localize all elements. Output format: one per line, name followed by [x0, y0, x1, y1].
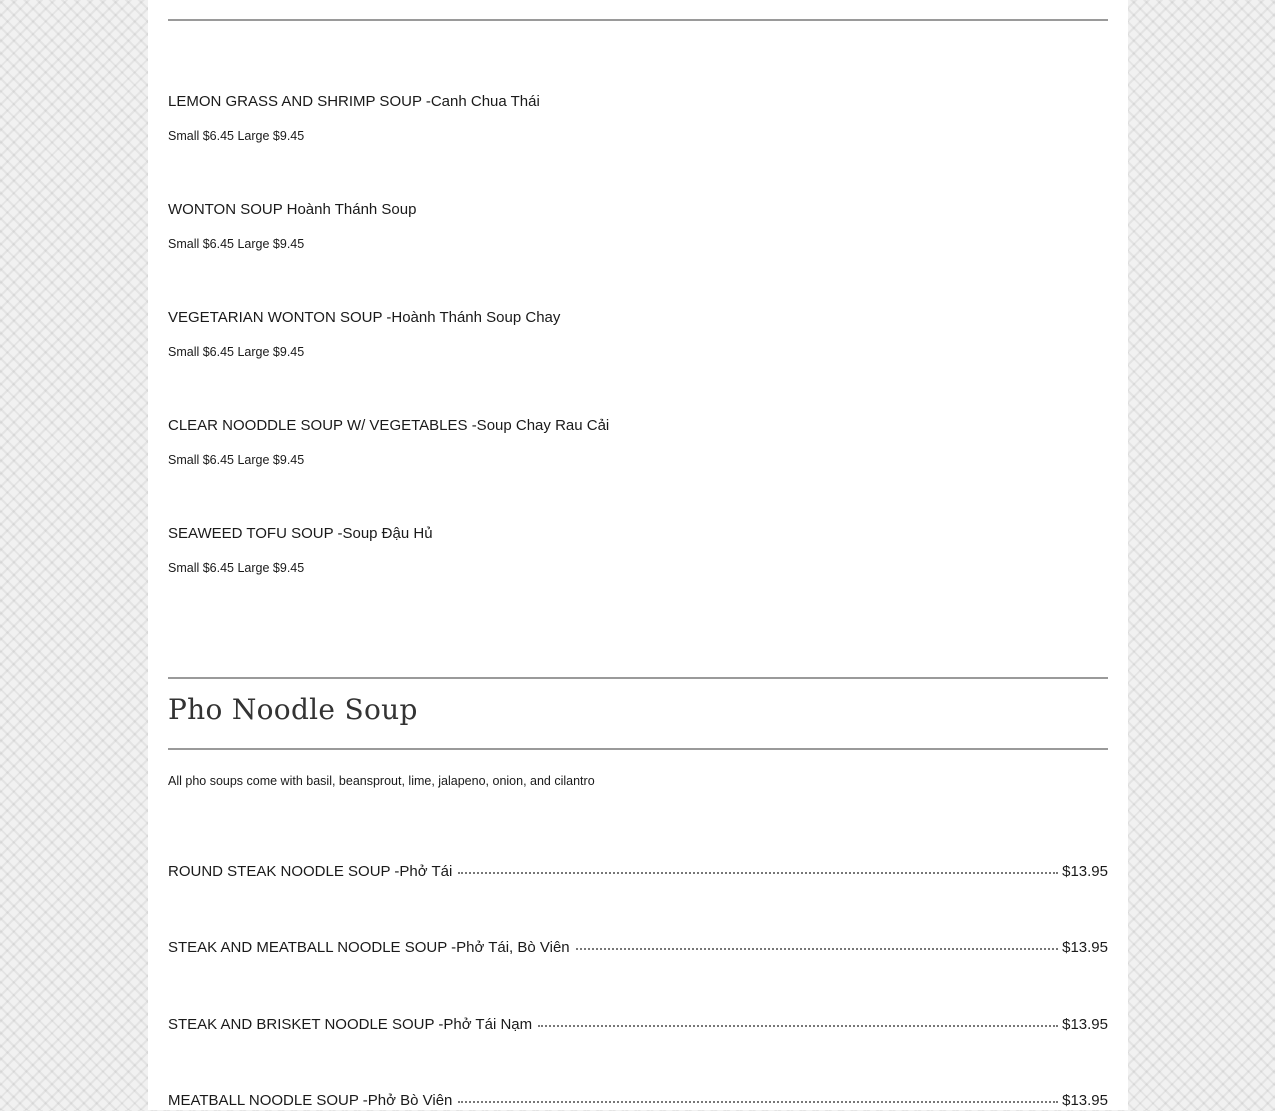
section-description: All pho soups come with basil, beansprout, lime, jalapeno, onion, and cilantro: [168, 774, 595, 788]
menu-item-prices: Small $6.45 Large $9.45: [168, 453, 305, 467]
menu-item-name: ROUND STEAK NOODLE SOUP -Phở Tái: [168, 863, 453, 880]
menu-item-name: CLEAR NOODDLE SOUP W/ VEGETABLES -Soup Chay Rau Cải: [168, 417, 610, 434]
menu-item-prices: Small $6.45 Large $9.45: [168, 561, 305, 575]
section-title: Pho Noodle Soup: [168, 693, 418, 726]
menu-item-price: $13.95: [1062, 939, 1108, 956]
menu-item-name: MEATBALL NOODLE SOUP -Phở Bò Viên: [168, 1092, 453, 1109]
menu-item-row: [168, 1015, 1108, 1035]
menu-item-name: STEAK AND MEATBALL NOODLE SOUP -Phở Tái, Bò Viên: [168, 939, 570, 956]
menu-item-price: $13.95: [1062, 1016, 1108, 1033]
menu-item-prices: Small $6.45 Large $9.45: [168, 237, 305, 251]
menu-item-row: [168, 862, 1108, 882]
dotted-leader: [576, 948, 1058, 950]
dotted-leader: [458, 872, 1058, 874]
menu-item-name: STEAK AND BRISKET NOODLE SOUP -Phở Tái Nạm: [168, 1016, 533, 1033]
dotted-leader: [458, 1101, 1058, 1103]
menu-item-prices: Small $6.45 Large $9.45: [168, 129, 305, 143]
menu-page: [148, 0, 1128, 1110]
section-divider-top: [168, 19, 1108, 21]
section-divider: [168, 677, 1108, 679]
menu-item-name: SEAWEED TOFU SOUP -Soup Đậu Hủ: [168, 525, 433, 542]
menu-item-name: WONTON SOUP Hoành Thánh Soup: [168, 201, 417, 218]
menu-item-name: VEGETARIAN WONTON SOUP -Hoành Thánh Soup Chay: [168, 309, 561, 326]
menu-item-name: LEMON GRASS AND SHRIMP SOUP -Canh Chua Thái: [168, 93, 540, 110]
menu-item-row: [168, 1091, 1108, 1111]
menu-item-row: [168, 938, 1108, 958]
menu-item-prices: Small $6.45 Large $9.45: [168, 345, 305, 359]
dotted-leader: [538, 1025, 1058, 1027]
menu-item-price: $13.95: [1062, 863, 1108, 880]
menu-item-price: $13.95: [1062, 1092, 1108, 1109]
section-divider: [168, 748, 1108, 750]
